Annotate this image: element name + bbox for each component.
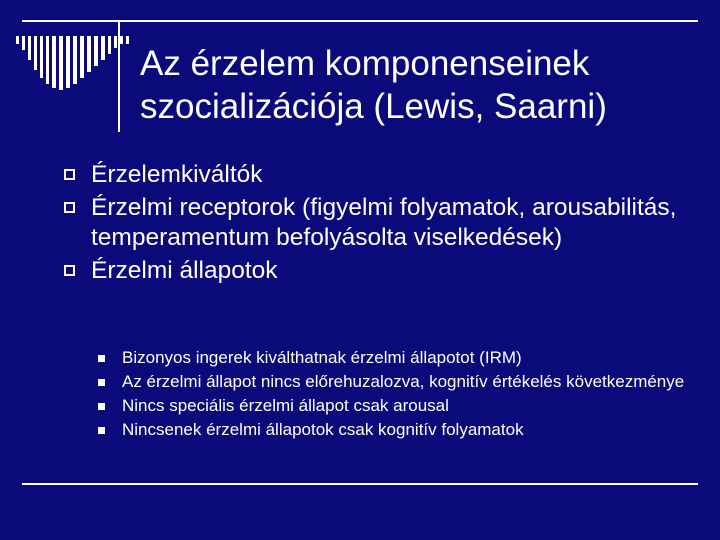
bullet-item [64,160,684,190]
sub-bullet-text: Nincsenek érzelmi állapotok csak kognitív folyamatok [122,420,524,439]
hollow-square-bullet-icon [64,169,75,180]
filled-square-bullet-icon [98,379,105,386]
sub-bullet-item [98,347,688,369]
sub-bullet-text: Az érzelmi állapot nincs előrehuzalozva, kognitív értékelés következménye [122,372,685,391]
bullet-item [64,193,684,253]
bullet-text: Érzelmi állapotok [91,257,278,284]
bottom-divider [22,483,698,485]
title-line-1: Az érzelem komponenseinek [140,44,590,83]
hollow-square-bullet-icon [64,202,75,213]
bullet-text: Érzelemkiváltók [91,161,263,188]
hollow-square-bullet-icon [64,265,75,276]
sub-bullet-text: Nincs speciális érzelmi állapot csak arousal [122,396,449,415]
slide-title [140,42,700,128]
filled-square-bullet-icon [98,355,105,362]
bullet-item [64,256,684,286]
filled-square-bullet-icon [98,427,105,434]
bullet-text: Érzelmi receptorok (figyelmi folyamatok, arousabilitás, temperamentum befolyásolta viselkedések) [91,194,677,251]
sub-bullet-item [98,419,688,441]
title-line-2: szocializációja (Lewis, Saarni) [140,87,607,126]
sub-bullet-text: Bizonyos ingerek kiválthatnak érzelmi állapotot (IRM) [122,348,522,367]
sub-bullet-list [98,347,688,443]
sub-bullet-item [98,395,688,417]
filled-square-bullet-icon [98,403,105,410]
main-bullet-list [64,160,684,289]
sub-bullet-item [98,371,688,393]
